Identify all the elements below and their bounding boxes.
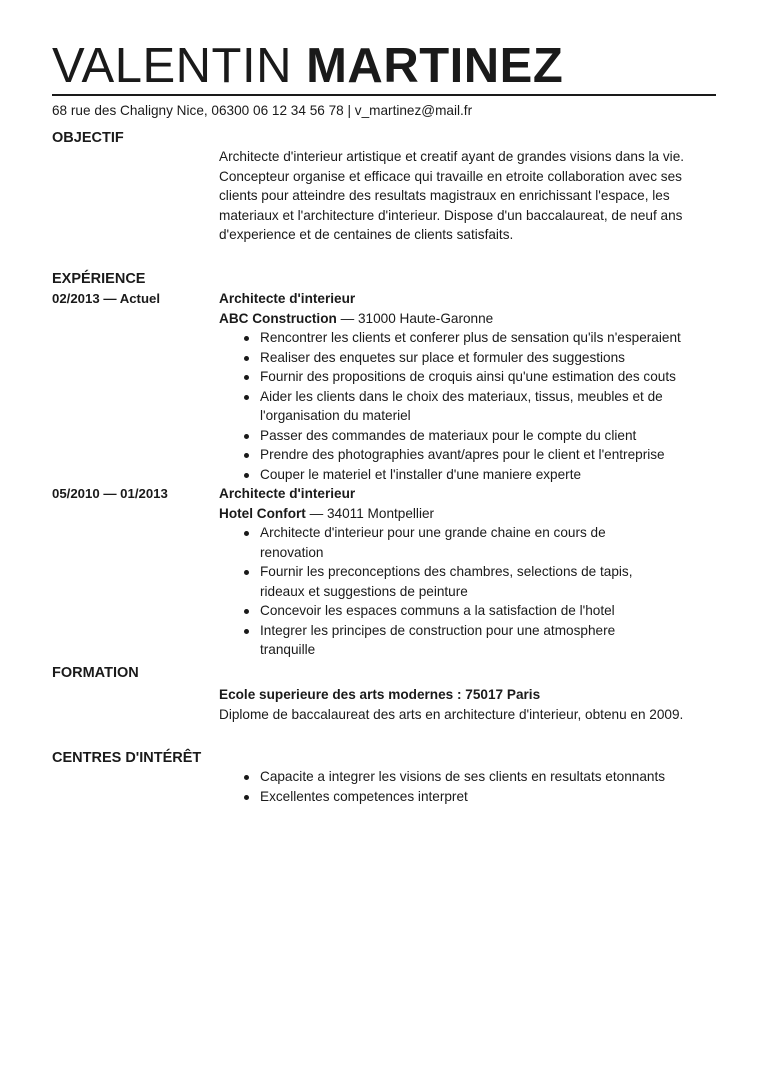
company-name: ABC Construction [219, 310, 337, 326]
objective-text: Architecte d'interieur artistique et creatif ayant de grandes visions dans la vie. Concepteur organise et efficace qui travaille en etroite collaboration avec ses clients pour atteindre des resultats magistraux en enrichissant l'espace, les materiaux et l'architecture d'interieur. Dispose d'un baccalaureat, de neuf ans d'experience et de centaines de clients satisfaits. [219, 149, 685, 242]
list-item: Fournir les preconceptions des chambres, selections de tapis, rideaux et suggestions de peinture [219, 562, 659, 601]
list-item: Concevoir les espaces communs a la satisfaction de l'hotel [219, 601, 659, 621]
experience-heading: EXPÉRIENCE [52, 271, 146, 287]
school-name: Ecole superieure des arts modernes : 75017 Paris [219, 687, 541, 702]
candidate-name [52, 36, 563, 96]
job-entry [219, 484, 719, 660]
list-item: Fournir des propositions de croquis ainsi qu'une estimation des couts [219, 367, 719, 387]
company-location: — 34011 Montpellier [305, 505, 435, 521]
header-divider [52, 94, 716, 96]
job-entry [219, 289, 719, 484]
company-name: Hotel Confort [219, 505, 306, 521]
job-dates: 02/2013 — Actuel [52, 291, 160, 306]
job-duties-list [219, 328, 719, 484]
list-item: Prendre des photographies avant/apres pour le client et l'entreprise [219, 445, 719, 465]
list-item: Excellentes competences interpret [219, 787, 719, 807]
interests-heading: CENTRES D'INTÉRÊT [52, 750, 202, 766]
list-item: Passer des commandes de materiaux pour le compte du client [219, 426, 719, 446]
job-employer [219, 504, 719, 524]
interests-section [219, 767, 719, 806]
list-item: Architecte d'interieur pour une grande chaine en cours de renovation [219, 523, 659, 562]
job-employer [219, 309, 719, 329]
job-duties-list [219, 523, 659, 660]
list-item: Aider les clients dans le choix des materiaux, tissus, meubles et de l'organisation du materiel [219, 387, 719, 426]
education-section [219, 685, 719, 724]
job-title: Architecte d'interieur [219, 486, 356, 501]
first-name: VALENTIN [52, 39, 292, 93]
list-item: Rencontrer les clients et conferer plus de sensation qu'ils n'esperaient [219, 328, 719, 348]
list-item: Couper le materiel et l'installer d'une maniere experte [219, 465, 719, 485]
objective-section [219, 147, 719, 245]
list-item: Integrer les principes de construction pour une atmosphere tranquille [219, 621, 659, 660]
contact-info: 68 rue des Chaligny Nice, 06300 06 12 34 56 78 | v_martinez@mail.fr [52, 103, 473, 118]
list-item: Realiser des enquetes sur place et formuler des suggestions [219, 348, 719, 368]
degree-description: Diplome de baccalaureat des arts en architecture d'interieur, obtenu en 2009. [219, 706, 684, 722]
list-item: Capacite a integrer les visions de ses clients en resultats etonnants [219, 767, 719, 787]
job-title: Architecte d'interieur [219, 291, 356, 306]
interests-list [219, 767, 719, 806]
job-dates: 05/2010 — 01/2013 [52, 486, 168, 501]
objective-heading: OBJECTIF [52, 130, 124, 146]
last-name: MARTINEZ [306, 39, 564, 93]
education-heading: FORMATION [52, 665, 139, 681]
company-location: — 31000 Haute-Garonne [336, 310, 494, 326]
